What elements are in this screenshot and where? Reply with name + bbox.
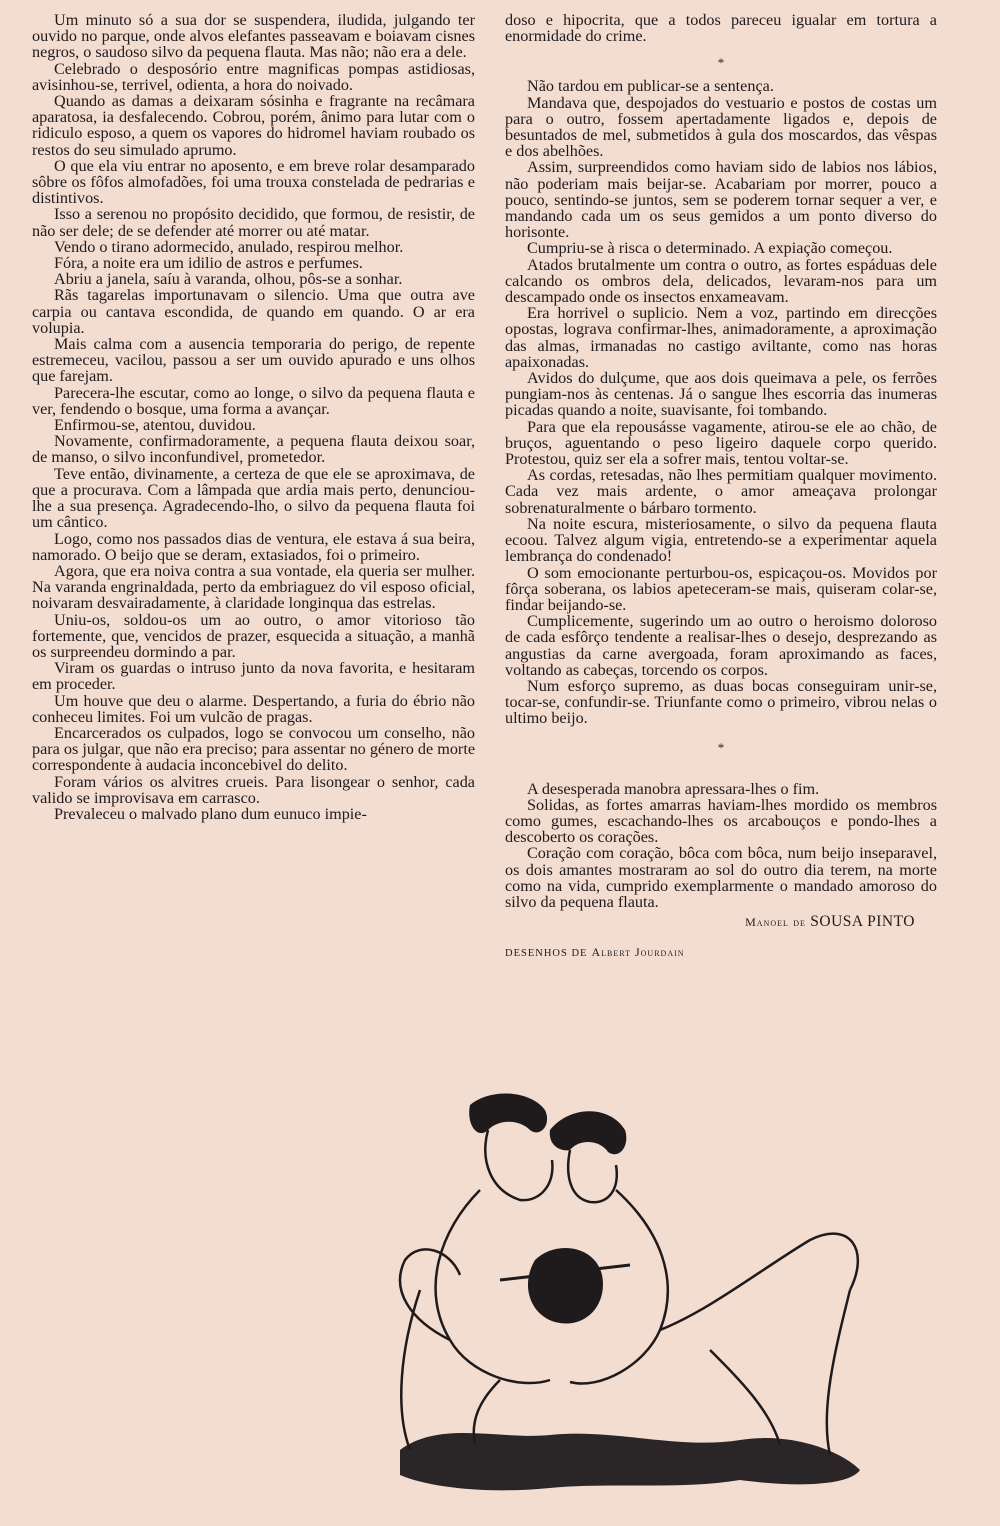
paragraph: Abriu a janela, saíu à varanda, olhou, pôs-se a sonhar.: [54, 270, 403, 289]
paragraph: Foram vários os alvitres crueis. Para lisongear o senhor, cada valido se improvisava em carrasco.: [32, 772, 475, 807]
right-leg-upper: [660, 1234, 858, 1330]
paragraph: Parecera-lhe escutar, como ao longe, o silvo da pequena flauta e ver, fendendo o bosque, uma forma a avançar.: [32, 383, 475, 418]
paragraph: Isso a serenou no propósito decidido, que formou, de resistir, de não ser dele; de se defender até morrer ou até matar.: [32, 205, 475, 240]
paragraph: Não tardou em publicar-se a sentença.: [527, 77, 774, 96]
kissing-figures-illustration: [380, 1090, 880, 1500]
woman-head: [568, 1150, 617, 1202]
paragraph: Mais calma com a ausencia temporaria do perigo, de repente estremeceu, vacilou, passou a ser um ouvido apurado e uns olhos que farejam.: [32, 335, 475, 386]
paragraph: Avidos do dulçume, que aos dois queimava a pele, os ferrões pungiam-nos às centenas. Já o sangue lhes escorria das inumeras picadas quando a noite, suavisante, foi tombando.: [505, 369, 937, 420]
right-column: [505, 12, 937, 963]
woman-hair: [550, 1111, 627, 1154]
paragraph: Logo, como nos passados dias de ventura, ele estava á sua beira, namorado. O beijo que se deram, extasiados, foi o primeiro.: [32, 529, 475, 564]
author-particle: de: [793, 915, 806, 930]
paragraph: As cordas, retesadas, não lhes permitiam qualquer movimento. Cada vez mais ardente, o amor ameaçava prolongar sobrenaturalmente o bárbaro tormento.: [505, 466, 937, 517]
paragraph: O som emocionante perturbou-os, espicaçou-os. Movidos por fôrça soberana, os labios apeteceram-se mais, quiseram colar-se, findar beijando-se.: [505, 563, 937, 614]
paragraph: Vendo o tirano adormecido, anulado, respirou melhor.: [54, 237, 404, 256]
paragraph: Novamente, confirmadoramente, a pequena flauta deixou soar, de manso, o silvo inconfundivel, prometedor.: [32, 432, 475, 467]
section-separator: *: [717, 739, 725, 755]
paragraph: Na noite escura, misteriosamente, o silvo da pequena flauta ecoou. Talvez algum vigia, entretendo-se a experimentar aquela lembrança do condenado!: [505, 514, 937, 566]
right-column-ending: [505, 781, 937, 911]
paragraph: Agora, que era noiva contra a sua vontade, ela queria ser mulher. Na varanda engrinaldada, perto da embriaguez do vil esposo oficial, noivaram desvairadamente, à claridade longinqua das estrelas.: [32, 561, 475, 613]
illustration-credit: [505, 944, 937, 962]
paragraph: Um minuto só a sua dor se suspendera, iludida, julgando ter ouvido no parque, onde alvos elefantes passeavam e boiavam cisnes negros, o saudoso silvo da pequena flauta. Mas não; não era a dele.: [32, 11, 475, 62]
author-signature: [505, 914, 937, 930]
left-leg-lower: [401, 1290, 420, 1450]
man-head: [485, 1130, 552, 1200]
author-last-name: SOUSA PINTO: [810, 913, 915, 931]
paragraph: Para que ela repousásse vagamente, atirou-se ele ao chão, de bruços, aguentando o peso ligeiro daquele corpo querido. Protestou, quiz ser ela a sofrer mais, tentou voltar-se.: [505, 417, 937, 469]
author-first-name: Manoel: [745, 915, 789, 930]
paragraph: Atados brutalmente um contra o outro, as fortes espáduas dele calcando os ombros dela, delicados, levaram-nos para um descampado onde os insectos enxameavam.: [505, 255, 937, 307]
center-dark: [528, 1248, 603, 1324]
paragraph: Quando as damas a deixaram sósinha e fragrante na recâmara aparatosa, ia desfalecendo. Cobrou, porém, ânimo para lutar com o ridiculo esposo, a quem os vapores do hidromel haviam roubado os restos do seu simulado aprumo.: [32, 92, 475, 159]
paragraph: Assim, surpreendidos como haviam sido de labios nos lábios, não poderiam mais beijar-se. Acabariam por morrer, pouco a pouco, sentindo-se juntos, sem se poderem tornar sequer a ver, e mandando cada um os seus gemidos a um ponto diverso do horisonte.: [505, 158, 937, 242]
man-hair: [469, 1094, 547, 1134]
paragraph: Teve então, divinamente, a certeza de que ele se aproximava, de que a procurava. Com a lâmpada que ardia mais perto, denunciou-lhe a sua presença. Agradecendo-lho, o silvo da pequena flauta foi um cântico.: [32, 464, 475, 532]
right-column-paragraphs: [505, 78, 937, 726]
left-column: [32, 12, 475, 822]
credit-prefix: DESENHOS DE: [505, 948, 588, 960]
ground-shadow: [400, 1433, 860, 1490]
paragraph: Fóra, a noite era um idilio de astros e perfumes.: [54, 254, 363, 273]
paragraph: Cumplicemente, sugerindo um ao outro o heroismo doloroso de cada esfôrço tendente a realisar-lhes o desejo, desprezando as angustias da carne avergoada, foram aproximando as faces, voltando as cabeças, torcendo os corpos.: [505, 612, 937, 679]
paragraph: Viram os guardas o intruso junto da nova favorita, e hesitaram em proceder.: [32, 659, 475, 694]
paragraph-continuation: doso e hipocrita, que a todos pareceu igualar em tortura a enormidade do crime.: [505, 11, 937, 46]
paragraph: O que ela viu entrar no aposento, e em breve rolar desamparado sôbre os fôfos almofadões, foi uma trouxa constelada de pedrarias e distintivos.: [32, 156, 475, 208]
paragraph: Cumpriu-se à risca o determinado. A expiação começou.: [527, 239, 893, 258]
paragraph: Uniu-os, soldou-os um ao outro, o amor vitorioso tão fortemente, que, vencidos de prazer, esquecida a situação, a manhã os surpreendeu dormindo a par.: [32, 610, 475, 661]
paragraph: Um houve que deu o alarme. Despertando, a furia do ébrio não conheceu limites. Foi um vulcão de pragas.: [32, 691, 475, 726]
paragraph: Encarcerados os culpados, logo se convocou um conselho, não para os julgar, que não era preciso; para assentar no género de morte correspondente à audacia inconcebivel do delito.: [32, 723, 475, 775]
paragraph: Era horrivel o suplicio. Nem a voz, partindo em direcções opostas, lograva confirmar-lhes, animadoramente, a aproximação das almas, irmanadas no castigo aviltante, como nas horas apaixonadas.: [505, 304, 937, 371]
credit-artist: Albert Jourdain: [591, 945, 685, 960]
right-foot: [710, 1350, 780, 1445]
paragraph: Celebrado o desposório entre magnificas pompas astidiosas, avisinhou-se, terrivel, odienta, a hora do noivado.: [32, 59, 475, 94]
paragraph: Rãs tagarelas importunavam o silencio. Uma que outra ave carpia ou cantava escondida, de quando em quando. O ar era volupia.: [32, 286, 475, 337]
right-leg-lower: [827, 1290, 850, 1455]
paragraph: Num esforço supremo, as duas bocas conseguiram unir-se, tocar-se, confundir-se. Triunfante como o primeiro, vibrou nelas o ultimo beijo.: [505, 676, 937, 728]
paragraph: Mandava que, despojados do vestuario e postos de costas um para o outro, fossem apertadamente ligados e, depois de besuntados de mel, submetidos à gula dos moscardos, das vêspas e dos abelhões.: [505, 93, 937, 161]
paragraph: Solidas, as fortes amarras haviam-lhes mordido os membros como gumes, escachando-lhes os arcabouços e pondo-lhes a descoberto os corações.: [505, 795, 937, 847]
paragraph: A desesperada manobra apressara-lhes o fim.: [527, 779, 820, 798]
paragraph: Prevaleceu o malvado plano dum eunuco impie-: [54, 804, 367, 823]
paragraph: Enfirmou-se, atentou, duvidou.: [54, 416, 256, 435]
section-separator: *: [717, 55, 725, 71]
paragraph: Coração com coração, bôca com bôca, num beijo inseparavel, os dois amantes mostraram ao sol do outro dia terem, na morte como na vida, cumprido exemplarmente o mandado amoroso do silvo da pequena flauta.: [505, 844, 937, 911]
